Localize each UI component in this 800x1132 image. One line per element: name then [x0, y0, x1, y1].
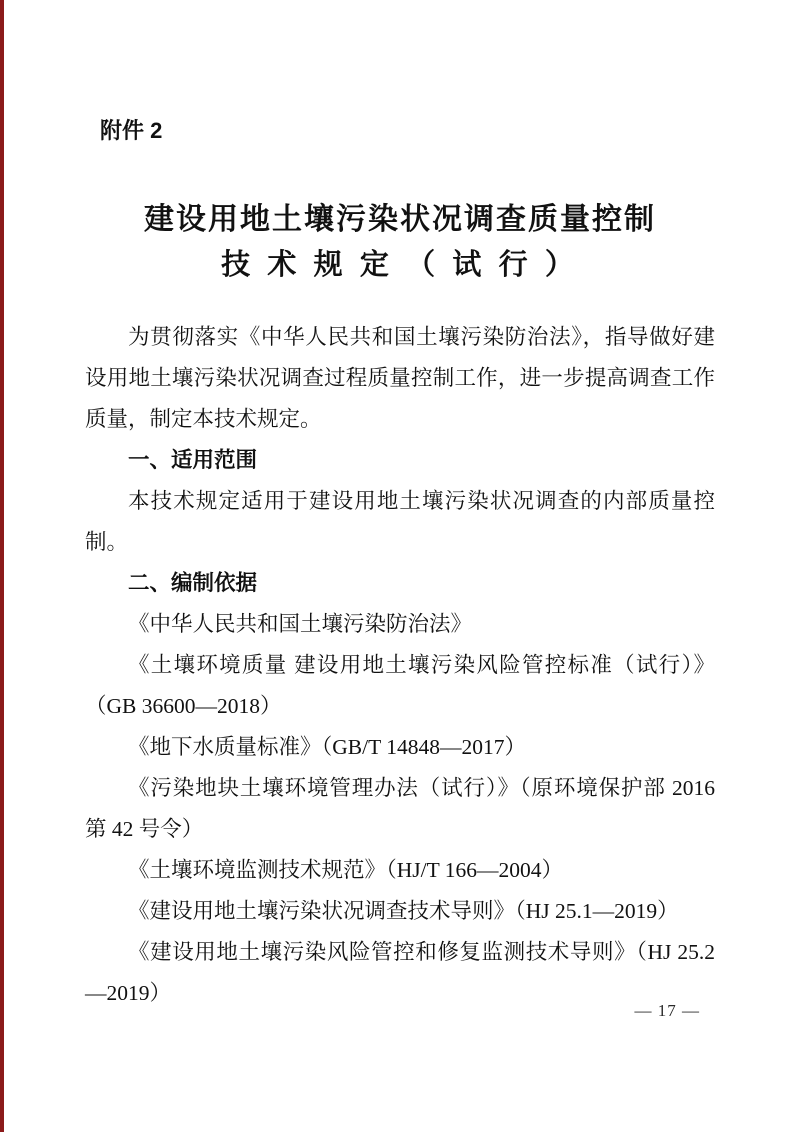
reference-item: 《污染地块土壤环境管理办法（试行）》（原环境保护部 2016 第 42 号令） [85, 776, 715, 841]
document-title [85, 197, 715, 289]
document-body [85, 317, 715, 1014]
reference-item: 《土壤环境质量 建设用地土壤污染风险管控标准（试行）》（GB 36600—2018） [85, 653, 715, 718]
attachment-label: 附件 2 [100, 118, 163, 143]
reference-item: 《建设用地土壤污染风险管控和修复监测技术导则》（HJ 25.2—2019） [85, 940, 715, 1005]
reference-item: 《地下水质量标准》（GB/T 14848—2017） [128, 735, 526, 759]
section-1-heading: 一、适用范围 [128, 448, 258, 472]
reference-item: 《中华人民共和国土壤污染防治法》 [128, 612, 473, 636]
left-edge-accent-bar [0, 0, 4, 1132]
reference-item: 《土壤环境监测技术规范》（HJ/T 166—2004） [128, 858, 563, 882]
section-1-body: 本技术规定适用于建设用地土壤污染状况调查的内部质量控制。 [85, 489, 715, 554]
page-number: — 17 — [634, 1001, 700, 1020]
intro-paragraph: 为贯彻落实《中华人民共和国土壤污染防治法》，指导做好建设用地土壤污染状况调查过程质量控制工作，进一步提高调查工作质量，制定本技术规定。 [85, 325, 715, 431]
document-title-line-2: 技 术 规 定 （ 试 行 ） [221, 249, 579, 281]
document-title-line-1: 建设用地土壤污染状况调查质量控制 [144, 203, 656, 236]
section-2-heading: 二、编制依据 [128, 571, 258, 595]
reference-item: 《建设用地土壤污染状况调查技术导则》（HJ 25.1—2019） [128, 899, 679, 923]
